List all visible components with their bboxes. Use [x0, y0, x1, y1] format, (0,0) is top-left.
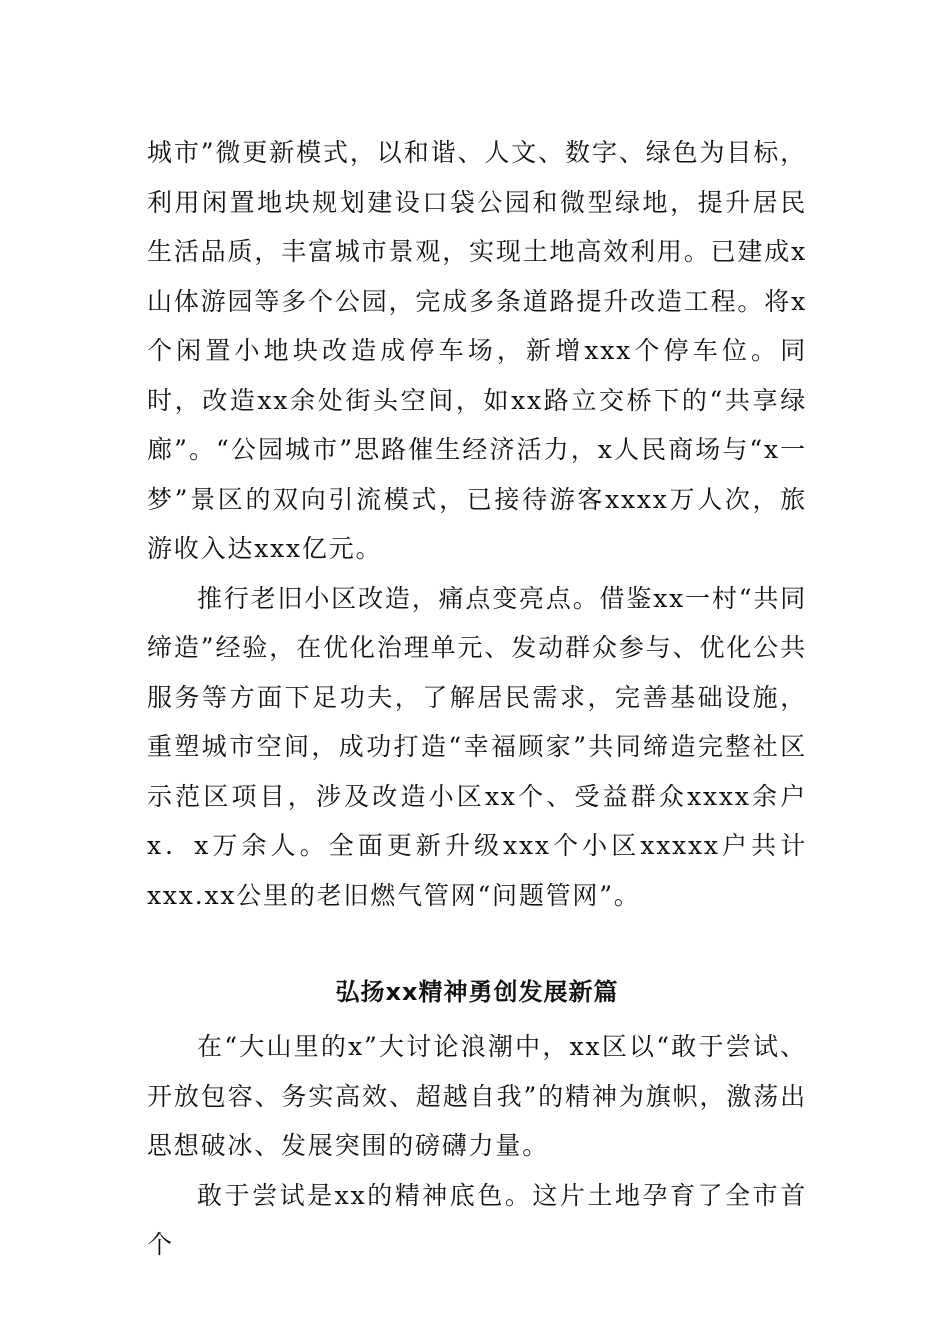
paragraph-spirit-intro: 在“大山里的x”大讨论浪潮中，xx区以“敢于尝试、开放包容、务实高效、超越自我”的精神为旗帜，激荡出思想破冰、发展突围的磅礴力量。 — [147, 1032, 807, 1160]
paragraph-dare-to-try: 敢于尝试是xx的精神底色。这片土地孕育了全市首个 — [147, 1180, 807, 1259]
document-body — [147, 128, 807, 1270]
paragraph-old-community-renovation: 推行老旧小区改造，痛点变亮点。借鉴xx一村“共同缔造”经验，在优化治理单元、发动群众参与、优化公共服务等方面下足功夫，了解居民需求，完善基础设施，重塑城市空间，成功打造“幸福顾家”共同缔造完整社区示范区项目，涉及改造小区xx个、受益群众xxxx余户x．x万余人。全面更新升级xxx个小区xxxxx户共计xxx.xx公里的老旧燃气管网“问题管网”。 — [147, 583, 807, 910]
section-heading: 弘扬xx精神勇创发展新篇 — [335, 978, 619, 1006]
paragraph-park-city: 城市”微更新模式，以和谐、人文、数字、绿色为目标，利用闲置地块规划建设口袋公园和微型绿地，提升居民生活品质，丰富城市景观，实现土地高效利用。已建成x山体游园等多个公园，完成多条道路提升改造工程。将x个闲置小地块改造成停车场，新增xxx个停车位。同时，改造xx余处街头空间，如xx路立交桥下的“共享绿廊”。“公园城市”思路催生经济活力，x人民商场与“x一梦”景区的双向引流模式，已接待游客xxxx万人次，旅游收入达xxx亿元。 — [147, 138, 807, 563]
